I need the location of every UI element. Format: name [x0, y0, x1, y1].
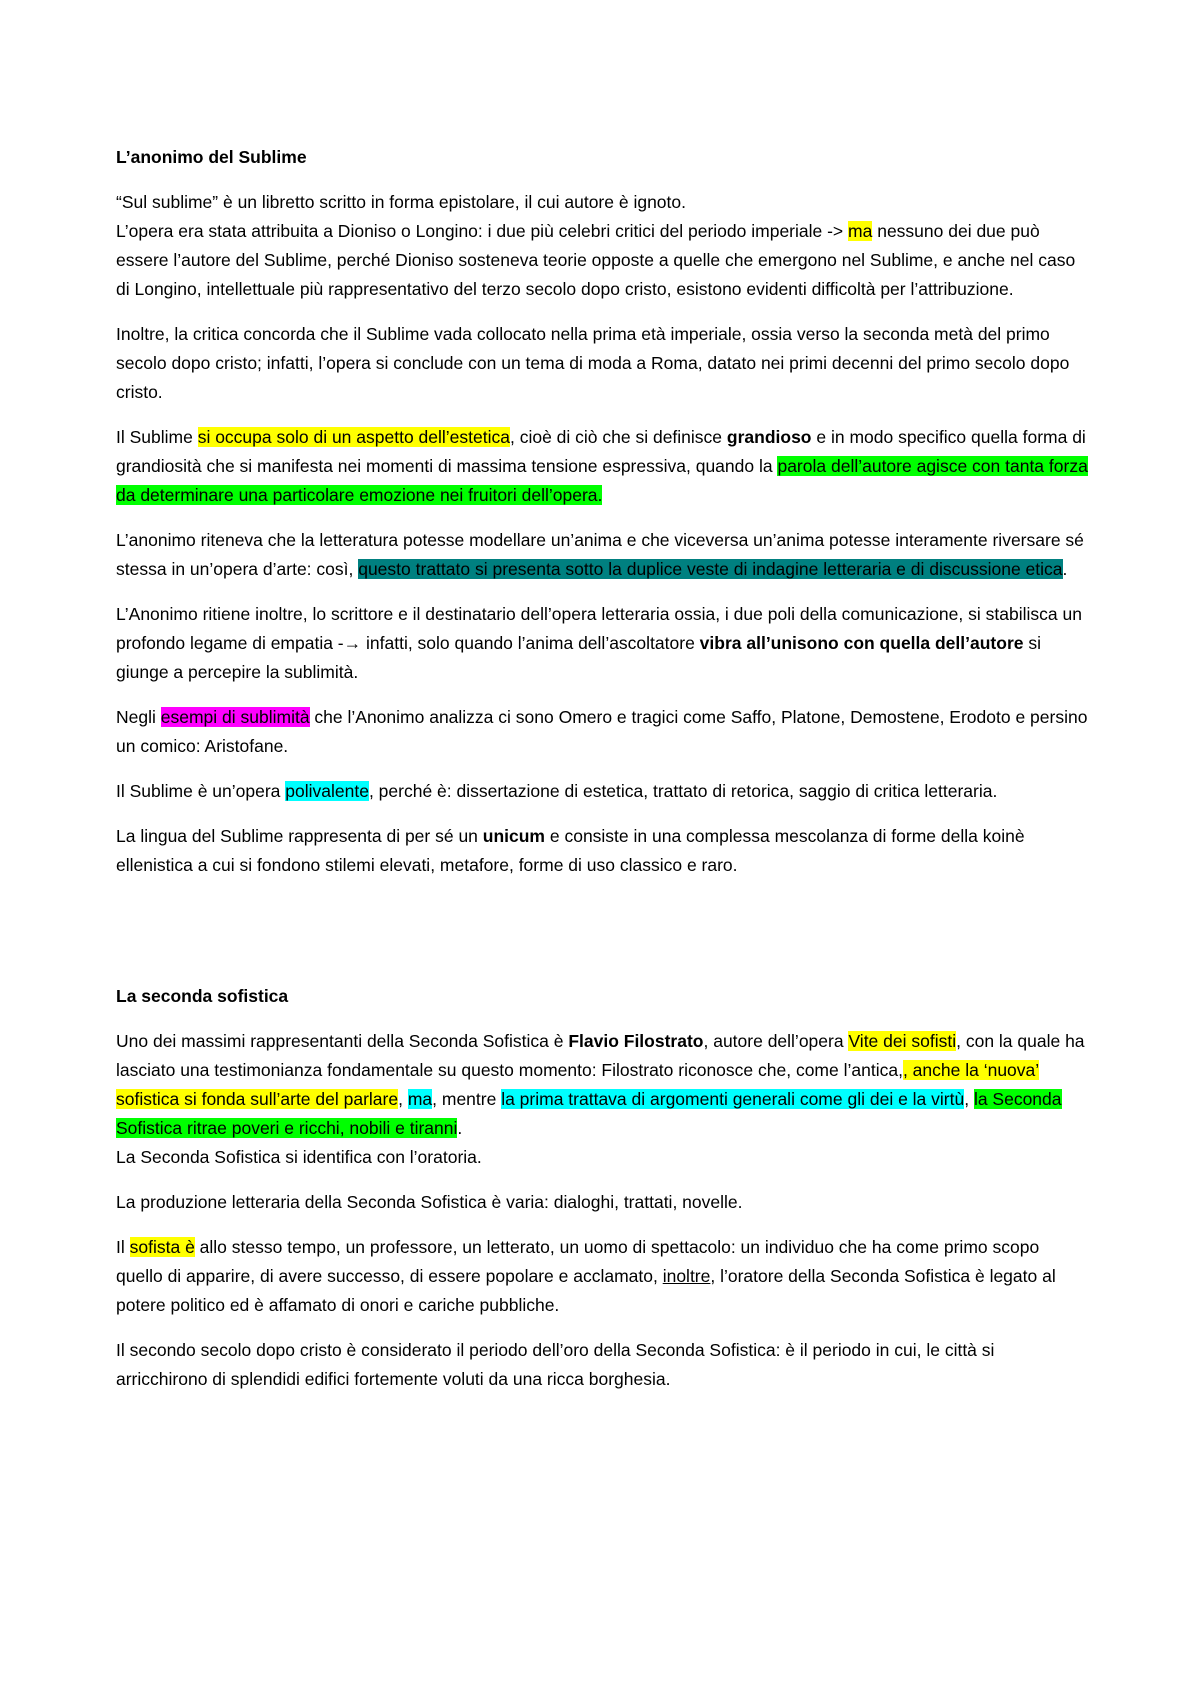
- text-run: e consiste in una complessa mescolanza di forme della koinè ellenistica a cui si fondono stilemi elevati, metafore, forme di uso classico e raro.: [116, 826, 1025, 875]
- paragraph-11: [116, 1233, 1090, 1320]
- text-run: L’anonimo riteneva che la letteratura potesse modellare un’anima e che viceversa un’anima potesse interamente riversare sé stessa in un’opera d’arte: così,: [116, 530, 1084, 579]
- text-run: , mentre: [432, 1089, 502, 1109]
- text-run: allo stesso tempo, un professore, un letterato, un uomo di spettacolo: un individuo che ha come primo scopo quello di apparire, di avere successo, di essere popolare e acclamato,: [116, 1237, 1040, 1286]
- section-title-seconda-sofistica: La seconda sofistica: [116, 986, 289, 1006]
- text-run: Il Sublime è un’opera: [116, 781, 286, 801]
- highlight-cyan: la prima trattava di argomenti generali come gli dei e la virtù: [501, 1089, 965, 1109]
- bold-text: unicum: [482, 826, 545, 846]
- text-run: , l’oratore della Seconda Sofistica è legato al potere politico ed è affamato di onori e cariche pubbliche.: [116, 1266, 1056, 1315]
- text-run: “Sul sublime” è un libretto scritto in forma epistolare, il cui autore è ignoto.: [116, 192, 686, 212]
- text-run: L’Anonimo ritiene inoltre, lo scrittore e il destinatario dell’opera letteraria ossia, i due poli della comunicazione, si stabilisca un profondo legame di empatia -→ infatti, solo quando l’anima dell’ascoltatore: [116, 604, 1082, 653]
- text-run: Il: [116, 1237, 130, 1257]
- text-run: che l’Anonimo analizza ci sono Omero e tragici come Saffo, Platone, Demostene, Erodoto e persino un comico: Aristofane.: [116, 707, 1088, 756]
- text-run: , con la quale ha lasciato una testimonianza fondamentale su questo momento: Filostrato riconosce che, come l’antica,: [116, 1031, 1085, 1080]
- text-run: nessuno dei due può essere l’autore del Sublime, perché Dioniso sosteneva teorie opposte a quelle che emergono nel Sublime, e anche nel caso di Longino, intellettuale più rappresentativo del terzo secolo dopo cristo, esistono evidenti difficoltà per l’attribuzione.: [116, 221, 1076, 299]
- paragraph-5: [116, 600, 1090, 687]
- bold-text: grandioso: [726, 427, 812, 447]
- highlight-yellow: ma: [848, 221, 873, 241]
- text-run: Uno dei massimi rappresentanti della Seconda Sofistica è: [116, 1031, 569, 1051]
- text-run: ,: [964, 1089, 974, 1109]
- paragraph-8: [116, 822, 1090, 880]
- text-run: Il Sublime: [116, 427, 198, 447]
- highlight-yellow: si occupa solo di un aspetto dell’estetica: [197, 427, 510, 447]
- text-run: ,: [398, 1089, 408, 1109]
- underlined-text: inoltre: [662, 1266, 711, 1286]
- highlight-green: la Seconda Sofistica ritrae poveri e ricchi, nobili e tiranni: [116, 1089, 1062, 1138]
- paragraph-3: [116, 423, 1090, 510]
- paragraph-12: Il secondo secolo dopo cristo è considerato il periodo dell’oro della Seconda Sofistica: è il periodo in cui, le città si arricchirono di splendidi edifici fortemente voluti da una ricca borghesia.: [116, 1340, 995, 1389]
- highlight-cyan: polivalente: [285, 781, 369, 801]
- text-run: e in modo specifico quella forma di grandiosità che si manifesta nei momenti di massima tensione espressiva, quando la: [116, 427, 1086, 476]
- highlight-green: parola dell’autore agisce con tanta forza da determinare una particolare emozione nei fruitori dell’opera.: [116, 456, 1088, 505]
- highlight-yellow: , anche la ‘nuova’ sofistica si fonda sull’arte del parlare: [116, 1060, 1040, 1109]
- bold-text: Flavio Filostrato: [568, 1031, 704, 1051]
- highlight-teal: questo trattato si presenta sotto la duplice veste di indagine letteraria e di discussione etica: [358, 559, 1063, 579]
- text-run: .: [457, 1118, 463, 1138]
- paragraph-10: La produzione letteraria della Seconda Sofistica è varia: dialoghi, trattati, novelle.: [116, 1192, 743, 1212]
- highlight-cyan: ma: [407, 1089, 433, 1109]
- text-run: La lingua del Sublime rappresenta di per sé un: [116, 826, 483, 846]
- paragraph-4: [116, 526, 1090, 584]
- paragraph-6: [116, 703, 1090, 761]
- text-run: , cioè di ciò che si definisce: [509, 427, 727, 447]
- text-run: , perché è: dissertazione di estetica, trattato di retorica, saggio di critica letteraria.: [368, 781, 998, 801]
- paragraph-9: [116, 1027, 1090, 1172]
- text-run: La Seconda Sofistica si identifica con l’oratoria.: [116, 1147, 482, 1167]
- text-run: si giunge a percepire la sublimità.: [116, 633, 1041, 682]
- paragraph-7: [116, 777, 1090, 806]
- bold-text: vibra all’unisono con quella dell’autore: [699, 633, 1024, 653]
- paragraph-1: [116, 188, 1090, 304]
- text-run: , autore dell’opera: [703, 1031, 849, 1051]
- text-run: .: [1062, 559, 1068, 579]
- highlight-yellow: sofista è: [129, 1237, 195, 1257]
- highlight-magenta: esempi di sublimità: [160, 707, 310, 727]
- text-run: L’opera era stata attribuita a Dioniso o Longino: i due più celebri critici del periodo imperiale ->: [116, 221, 849, 241]
- paragraph-2: Inoltre, la critica concorda che il Sublime vada collocato nella prima età imperiale, ossia verso la seconda metà del primo secolo dopo cristo; infatti, l’opera si conclude con un tema di moda a Roma, datato nei primi decenni del primo secolo dopo cristo.: [116, 324, 1070, 402]
- text-run: Negli: [116, 707, 161, 727]
- highlight-yellow: Vite dei sofisti: [848, 1031, 957, 1051]
- section-title-anonimo: L’anonimo del Sublime: [116, 147, 307, 167]
